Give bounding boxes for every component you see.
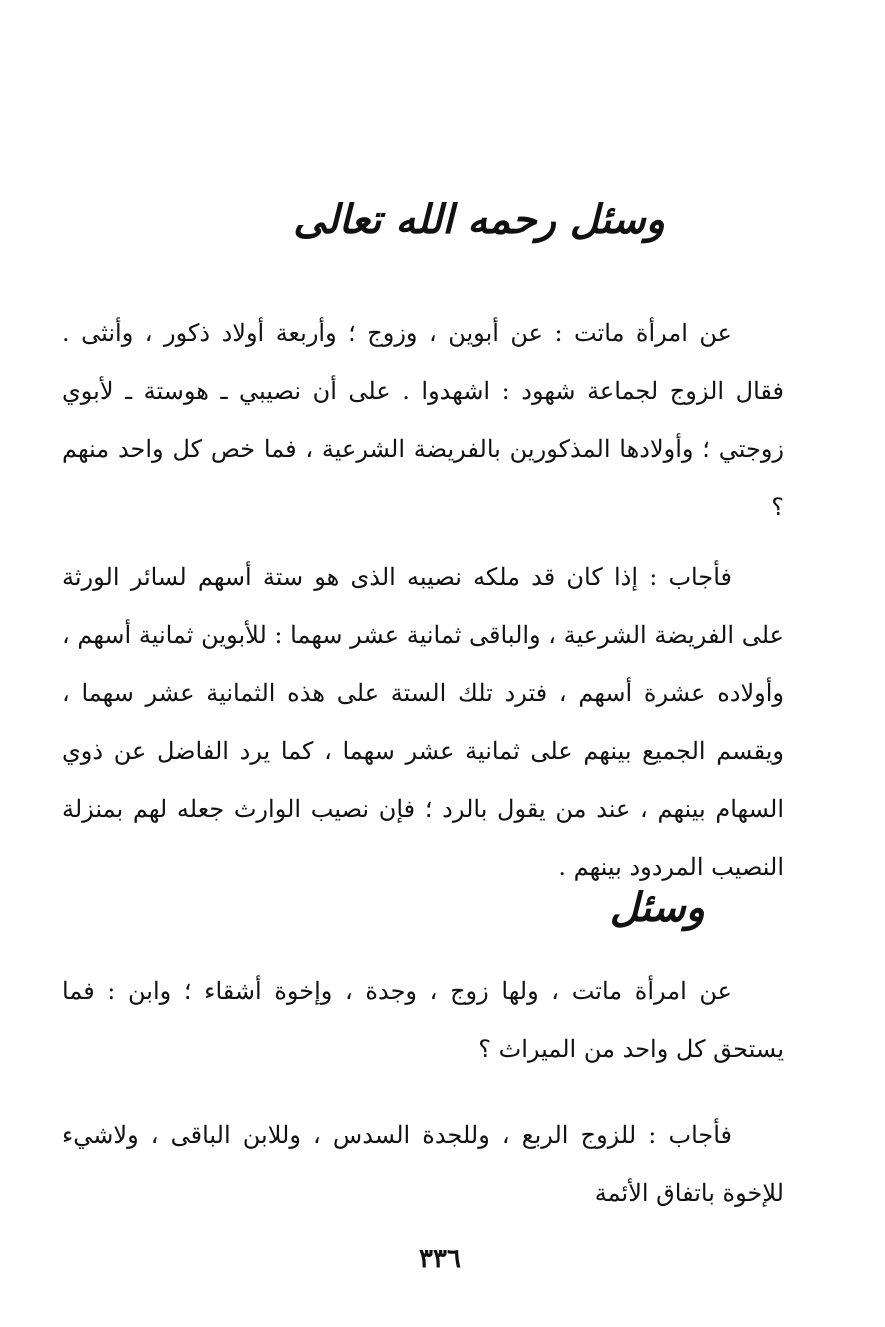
page-number: ٣٣٦: [419, 1244, 461, 1274]
section-heading-1: وسئل رحمه الله تعالى: [293, 196, 665, 243]
section-heading-2: وسئل: [609, 884, 705, 931]
question-paragraph-1: عن امرأة ماتت : عن أبوين ، وزوج ؛ وأربعة أولاد ذكور ، وأنثى . فقال الزوج لجماعة شهود : اشهدوا . على أن نصيبي ـ هوستة ـ لأبوي زوجتي ؛ وأولادها المذكورين بالفريضة الشرعية ، فما خص كل واحد منهم ؟: [62, 319, 784, 521]
answer-paragraph-1: فأجاب : إذا كان قد ملكه نصيبه الذى هو ستة أسهم لسائر الورثة على الفريضة الشرعية ، والباقى ثمانية عشر سهما : للأبوين ثمانية أسهم ، وأولاده عشرة أسهم ، فترد تلك الستة على هذه الثمانية عشر سهما ، ويقسم الجميع بينهم على ثمانية عشر سهما ، كما يرد الفاضل عن ذوي السهام بينهم ، عند من يقول بالرد ؛ فإن نصيب الوارث جعله لهم بمنزلة النصيب المردود بينهم .: [62, 563, 784, 881]
question-paragraph-2: عن امرأة ماتت ، ولها زوج ، وجدة ، وإخوة أشقاء ؛ وابن : فما يستحق كل واحد من الميراث ؟: [62, 977, 784, 1063]
answer-paragraph-2: فأجاب : للزوج الربع ، وللجدة السدس ، وللابن الباقى ، ولاشيء للإخوة باتفاق الأئمة: [62, 1121, 784, 1207]
